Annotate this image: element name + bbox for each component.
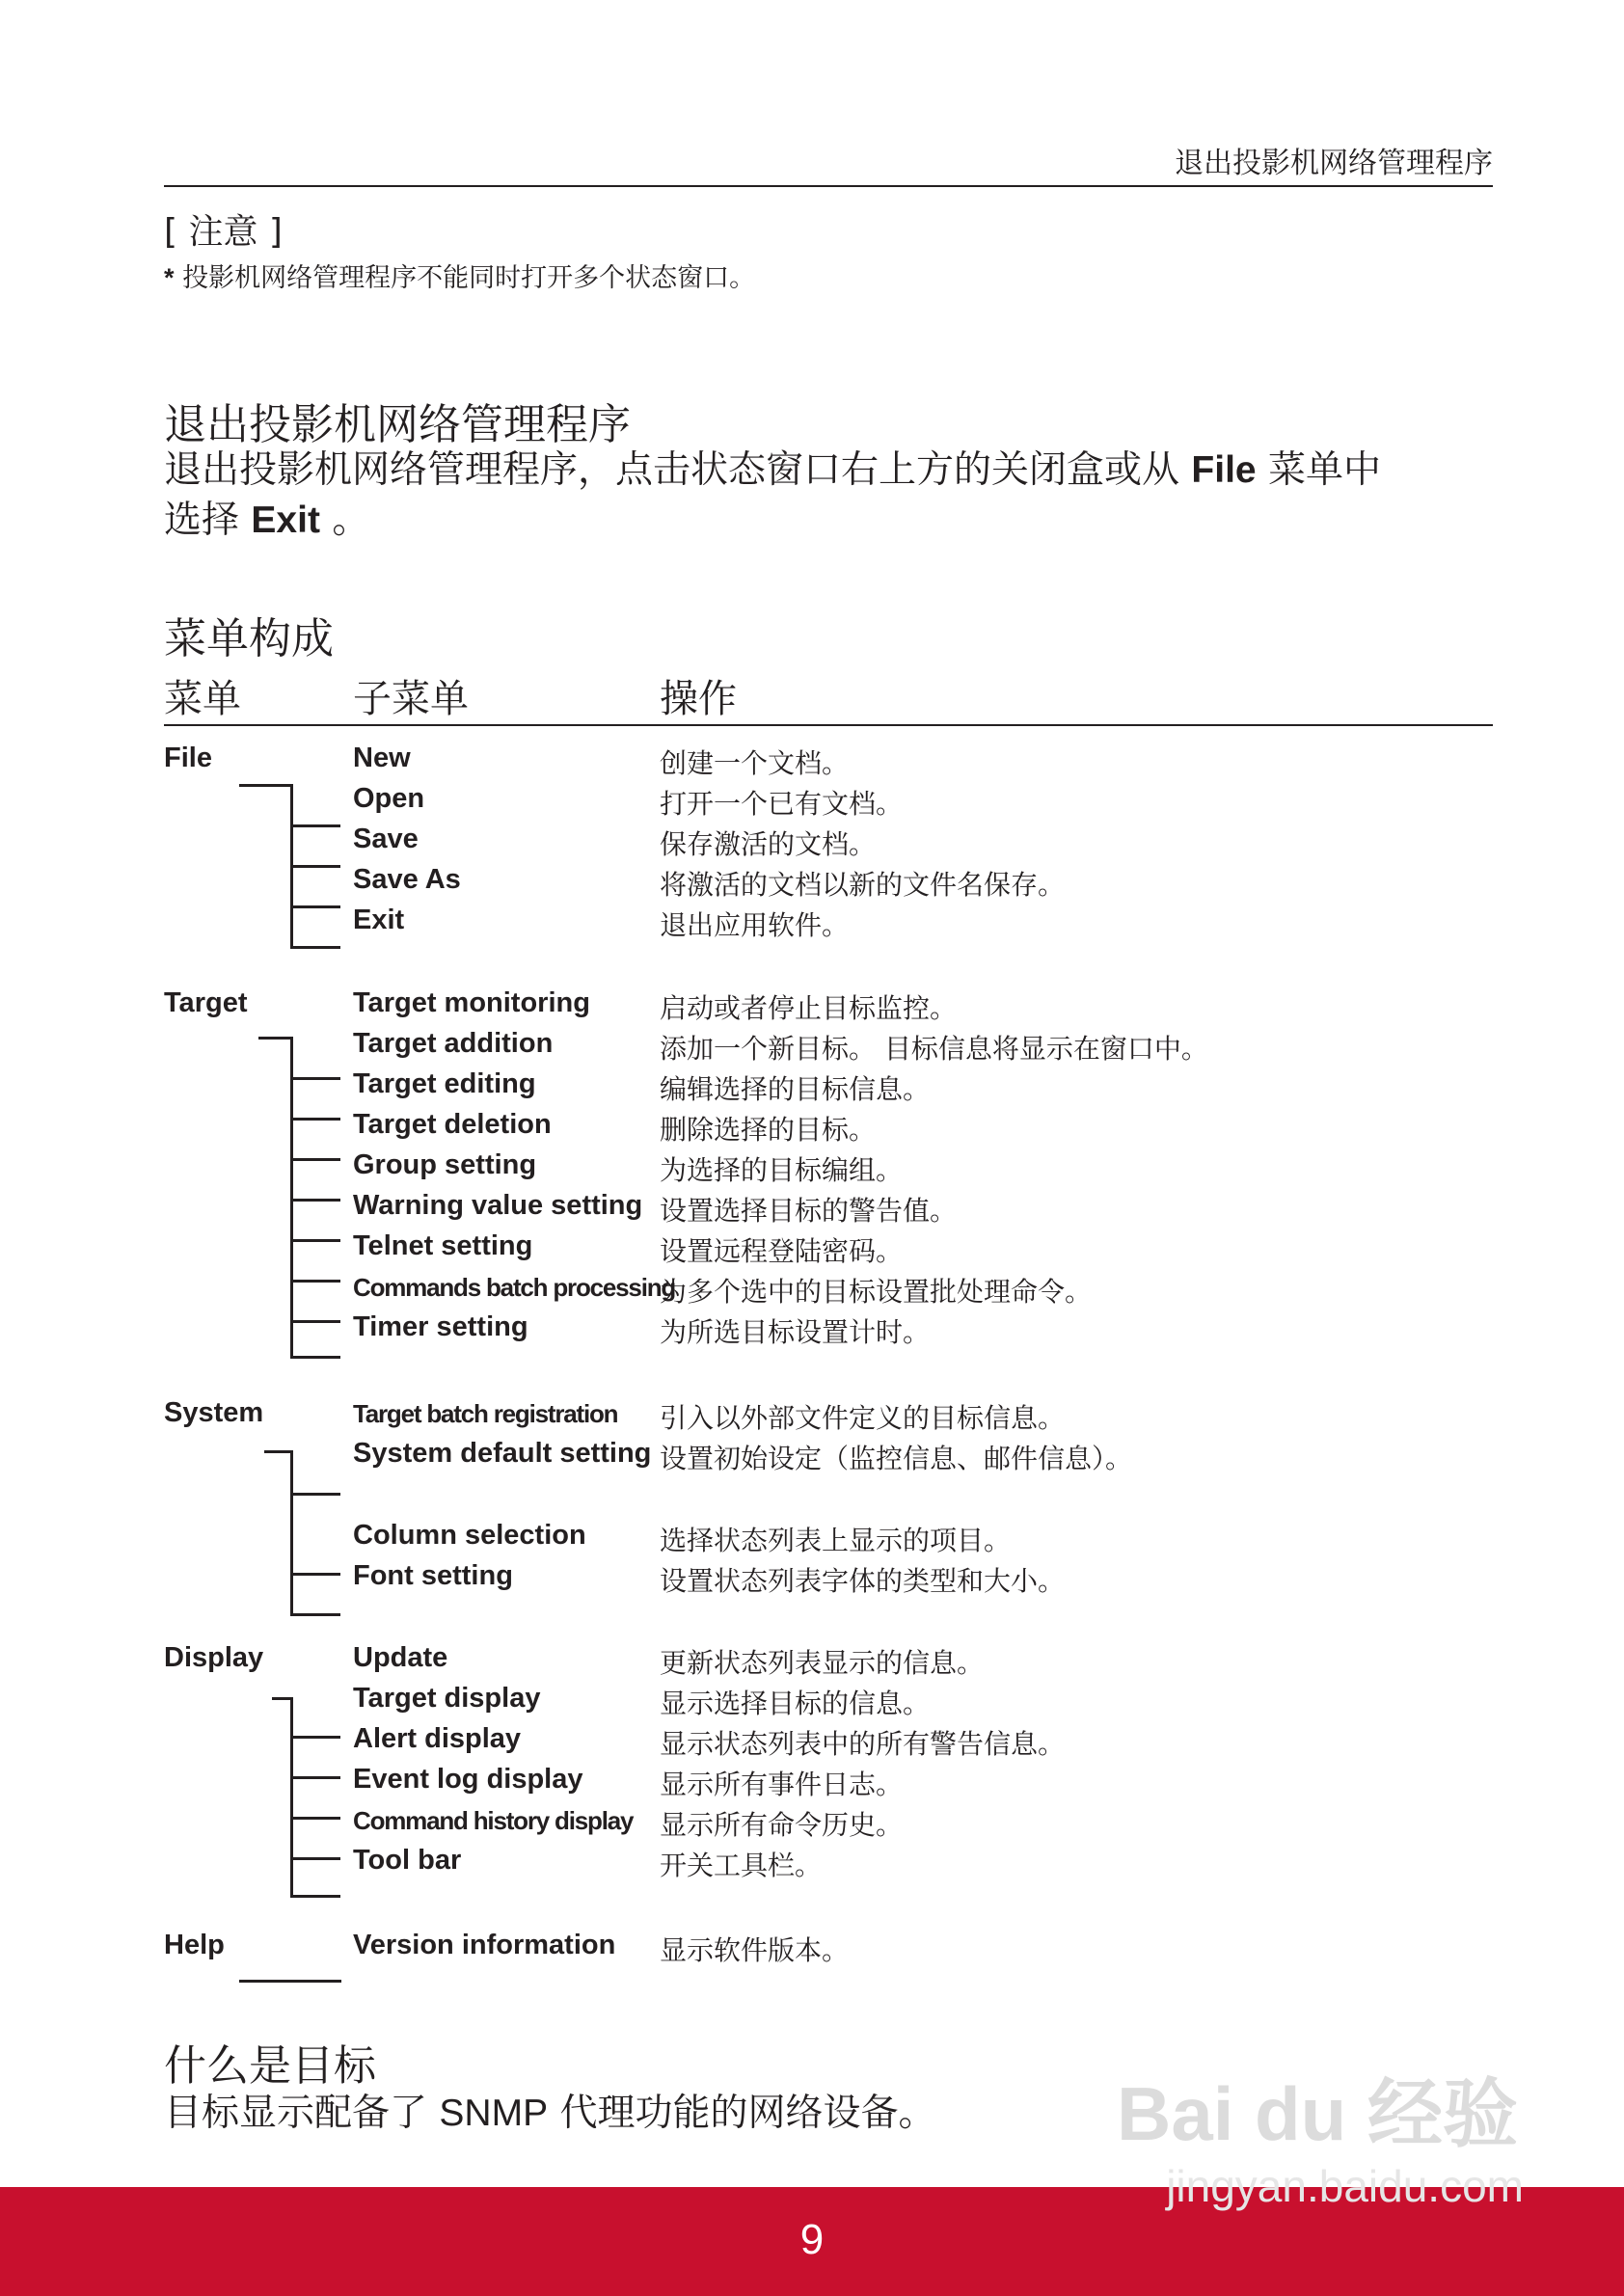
menu-system: System (164, 1397, 264, 1428)
target-heading: 什么是目标 (164, 2041, 376, 2091)
tree-branch (290, 1450, 293, 1616)
desc-new: 创建一个文档。 (660, 747, 850, 779)
menu-heading: 菜单构成 (164, 614, 334, 663)
submenu-system-default-setting: System default setting (353, 1438, 652, 1469)
desc-commands-batch-processing: 为多个选中的目标设置批处理命令。 (660, 1276, 1093, 1308)
submenu-timer-setting: Timer setting (353, 1311, 528, 1342)
desc-target-addition: 添加一个新目标。 目标信息将显示在窗口中。 (660, 1033, 1208, 1065)
submenu-target-editing: Target editing (353, 1068, 536, 1099)
desc-version-information: 显示软件版本。 (660, 1934, 850, 1966)
desc-update: 更新状态列表显示的信息。 (660, 1647, 985, 1679)
submenu-target-batch-registration: Target batch registration (353, 1399, 618, 1428)
note-body: 投影机网络管理程序不能同时打开多个状态窗口。 (174, 263, 756, 293)
submenu-command-history-display: Command history display (353, 1806, 634, 1835)
exit-heading: 退出投影机网络管理程序 (164, 400, 631, 449)
col-header-menu: 菜单 (164, 677, 241, 721)
tree-connector (258, 1037, 293, 1040)
desc-open: 打开一个已有文档。 (660, 788, 904, 820)
submenu-target-addition: Target addition (353, 1028, 554, 1059)
tree-tick (290, 1817, 340, 1820)
tree-tick (290, 1158, 340, 1161)
tree-tick (290, 1239, 340, 1242)
submenu-version-information: Version information (353, 1930, 616, 1960)
submenu-target-monitoring: Target monitoring (353, 987, 590, 1018)
tree-connector (264, 1450, 293, 1453)
desc-warning-value-setting: 设置选择目标的警告值。 (660, 1195, 958, 1227)
submenu-warning-value-setting: Warning value setting (353, 1190, 643, 1221)
baidu-watermark-logo: Bai du 经验 (1116, 2071, 1518, 2156)
submenu-font-setting: Font setting (353, 1560, 513, 1591)
exit-file-menu-ref: File (1191, 449, 1257, 491)
submenu-target-display: Target display (353, 1683, 541, 1714)
submenu-tool-bar: Tool bar (353, 1845, 462, 1876)
tree-branch (290, 1037, 293, 1358)
page-number: 9 (799, 2216, 825, 2263)
tree-tick (290, 1736, 340, 1739)
baidu-watermark-url: jingyan.baidu.com (1166, 2161, 1524, 2211)
exit-text-post: 菜单中 (1256, 448, 1381, 492)
target-paragraph (164, 2089, 936, 2139)
target-snmp: SNMP (439, 2093, 549, 2134)
submenu-update: Update (353, 1642, 448, 1673)
desc-telnet-setting: 设置远程登陆密码。 (660, 1235, 904, 1267)
exit-line2-pre: 选择 (164, 499, 252, 542)
tree-connector (239, 1980, 341, 1983)
tree-tick (290, 1280, 340, 1283)
tree-tick (290, 1356, 340, 1359)
header-rule (164, 185, 1493, 187)
table-header-rule (164, 724, 1493, 726)
tree-tick (290, 946, 340, 949)
submenu-event-log-display: Event log display (353, 1764, 583, 1795)
submenu-save: Save (353, 824, 419, 854)
desc-command-history-display: 显示所有命令历史。 (660, 1809, 904, 1841)
submenu-target-deletion: Target deletion (353, 1109, 552, 1140)
target-text-pre: 目标显示配备了 (164, 2092, 440, 2135)
submenu-save-as: Save As (353, 864, 461, 895)
tree-tick (290, 1118, 340, 1121)
running-header: 退出投影机网络管理程序 (1175, 147, 1493, 180)
desc-target-deletion: 删除选择的目标。 (660, 1114, 877, 1146)
submenu-commands-batch-processing: Commands batch processing (353, 1273, 676, 1302)
desc-font-setting: 设置状态列表字体的类型和大小。 (660, 1565, 1066, 1597)
desc-timer-setting: 为所选目标设置计时。 (660, 1316, 931, 1348)
submenu-group-setting: Group setting (353, 1149, 537, 1180)
tree-tick (290, 1613, 340, 1616)
desc-exit: 退出应用软件。 (660, 909, 850, 941)
submenu-alert-display: Alert display (353, 1723, 522, 1754)
desc-group-setting: 为选择的目标编组。 (660, 1154, 904, 1186)
col-header-submenu: 子菜单 (353, 677, 469, 721)
menu-help: Help (164, 1930, 225, 1960)
tree-tick (290, 1493, 340, 1496)
tree-tick (290, 1199, 340, 1202)
note-star: * (164, 263, 175, 292)
submenu-new: New (353, 743, 411, 773)
tree-tick (290, 1857, 340, 1860)
exit-line2-post: 。 (319, 499, 370, 542)
exit-text-pre: 退出投影机网络管理程序，点击状态窗口右上方的关闭盒或从 (164, 448, 1192, 492)
menu-file: File (164, 743, 212, 773)
submenu-telnet-setting: Telnet setting (353, 1230, 533, 1261)
note-text (164, 257, 755, 294)
desc-target-monitoring: 启动或者停止目标监控。 (660, 992, 958, 1024)
submenu-exit: Exit (353, 905, 405, 935)
tree-tick (290, 865, 340, 868)
desc-tool-bar: 开关工具栏。 (660, 1850, 823, 1881)
tree-tick (290, 824, 340, 827)
desc-event-log-display: 显示所有事件日志。 (660, 1769, 904, 1800)
tree-branch (290, 1697, 293, 1898)
submenu-open: Open (353, 783, 425, 814)
menu-target: Target (164, 987, 248, 1018)
desc-save: 保存激活的文档。 (660, 828, 877, 860)
desc-target-batch-registration: 引入以外部文件定义的目标信息。 (660, 1402, 1066, 1434)
desc-target-editing: 编辑选择的目标信息。 (660, 1073, 931, 1105)
tree-tick (290, 1776, 340, 1779)
submenu-column-selection: Column selection (353, 1520, 586, 1551)
menu-display: Display (164, 1642, 264, 1673)
note-label: [ 注意 ] (164, 212, 283, 252)
tree-tick (290, 1320, 340, 1323)
desc-system-default-setting: 设置初始设定（监控信息、邮件信息）。 (660, 1443, 1133, 1474)
tree-connector (239, 784, 293, 787)
exit-paragraph-line1 (164, 446, 1381, 496)
desc-save-as: 将激活的文档以新的文件名保存。 (660, 869, 1066, 901)
tree-tick (290, 905, 340, 908)
desc-column-selection: 选择状态列表上显示的项目。 (660, 1525, 1012, 1556)
tree-tick (290, 1573, 340, 1576)
tree-tick (290, 1895, 340, 1898)
desc-alert-display: 显示状态列表中的所有警告信息。 (660, 1728, 1066, 1760)
exit-paragraph-line2 (164, 496, 369, 546)
desc-target-display: 显示选择目标的信息。 (660, 1688, 931, 1719)
col-header-action: 操作 (660, 677, 737, 721)
exit-command-ref: Exit (251, 500, 320, 541)
tree-tick (290, 1077, 340, 1080)
target-text-post: 代理功能的网络设备。 (548, 2092, 936, 2135)
